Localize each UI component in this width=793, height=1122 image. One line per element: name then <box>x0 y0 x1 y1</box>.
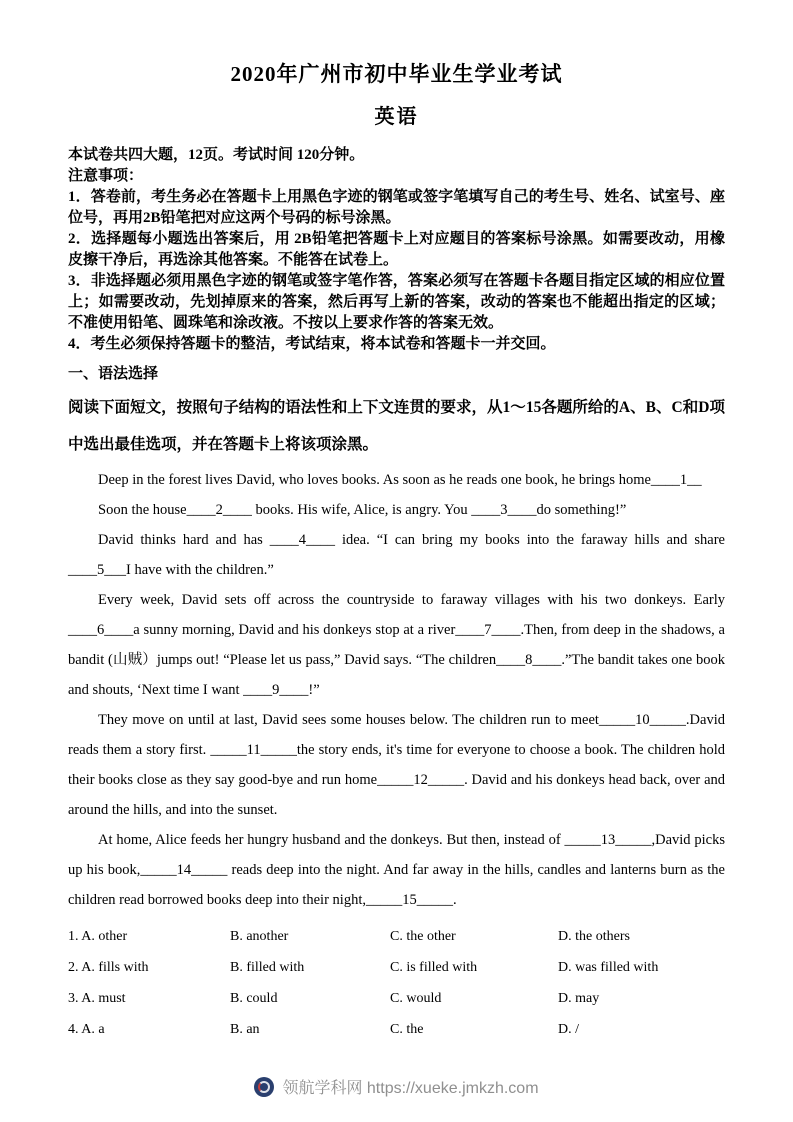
option-cell: 3. A. must <box>68 991 126 1006</box>
section-title: 一、语法选择 <box>68 366 159 382</box>
xueke-site-logo-icon <box>254 1077 274 1097</box>
option-cell: B. could <box>230 991 278 1006</box>
option-cell: 2. A. fills with <box>68 960 149 975</box>
option-cell: D. the others <box>558 929 630 944</box>
option-cell: C. would <box>390 991 442 1006</box>
passage-paragraph: At home, Alice feeds her hungry husband and the donkeys. But then, instead of _____13_____,David picks up his book,_____14_____ reads deep into the night. And far away in the hills, candles and lanterns burn as the children read borrowed books deep into their night,_____15_____. <box>68 832 725 908</box>
notice-item: 2．选择题每小题选出答案后，用 2B铅笔把答题卡上对应题目的答案标号涂黑。如需要改动，用橡皮擦干净后，再选涂其他答案。不能答在试卷上。 <box>68 231 725 268</box>
option-cell: B. another <box>230 929 289 944</box>
notice-item: 4．考生必须保持答题卡的整洁，考试结束，将本试卷和答题卡一并交回。 <box>68 336 556 352</box>
cloze-passage <box>68 465 725 915</box>
footer <box>0 1075 793 1098</box>
passage-paragraph: Every week, David sets off across the countryside to faraway villages with his two donkeys. Early ____6____a sunny morning, David and his donkeys stop at a river____7____.Then, from deep in the shadows, a bandit (山贼）jumps out! “Please let us pass,” David says. “The children____8____.”The bandit takes one book and shouts, ‘Next time I want ____9____!” <box>68 592 725 698</box>
option-cell: C. the other <box>390 929 456 944</box>
option-cell: D. / <box>558 1022 579 1037</box>
option-cell: D. was filled with <box>558 960 659 975</box>
page-title: 2020年广州市初中毕业生学业考试 <box>230 62 563 86</box>
passage-paragraph: Soon the house____2____ books. His wife, Alice, is angry. You ____3____do something!” <box>98 502 627 518</box>
notice-summary: 本试卷共四大题，12页。考试时间 120分钟。 <box>68 147 365 163</box>
passage-paragraph: They move on until at last, David sees some houses below. The children run to meet_____10_____.David reads them a story first. _____11_____the story ends, it's time for everyone to choose a book. The children hold their books close as they say good-bye and run home_____12_____. David and his donkeys head back, over and around the hills, and into the sunset. <box>68 712 725 818</box>
passage-paragraph: Deep in the forest lives David, who loves books. As soon as he reads one book, he brings home____1__ <box>98 472 702 488</box>
option-cell: B. an <box>230 1022 260 1037</box>
footer-site-text: 领航学科网 https://xueke.jmkzh.com <box>282 1080 539 1097</box>
section-instructions: 阅读下面短文，按照句子结构的语法性和上下文连贯的要求，从1～15各题所给的A、B、C和D项中选出最佳选项，并在答题卡上将该项涂黑。 <box>68 399 725 453</box>
options-row <box>68 921 725 952</box>
options-row <box>68 983 725 1014</box>
options-row <box>68 952 725 983</box>
option-cell: C. is filled with <box>390 960 478 975</box>
option-cell: B. filled with <box>230 960 305 975</box>
options-row <box>68 1014 725 1045</box>
answer-options <box>68 921 725 1045</box>
notice-item: 3．非选择题必须用黑色字迹的钢笔或签字笔作答，答案必须写在答题卡各题目指定区域的相应位置上；如需要改动，先划掉原来的答案，然后再写上新的答案，改动的答案也不能超出指定的区域；不准使用铅笔、圆珠笔和涂改液。不按以上要求作答的答案无效。 <box>68 273 725 331</box>
option-cell: 4. A. a <box>68 1022 105 1037</box>
option-cell: D. may <box>558 991 600 1006</box>
option-cell: 1. A. other <box>68 929 128 944</box>
passage-paragraph: David thinks hard and has ____4____ idea. “I can bring my books into the faraway hills and share ____5___I have with the children.” <box>68 532 725 578</box>
exam-subject-title: 英语 <box>374 106 419 128</box>
notice-heading: 注意事项： <box>68 168 144 184</box>
exam-notice <box>68 145 725 355</box>
notice-item: 1．答卷前，考生务必在答题卡上用黑色字迹的钢笔或签字笔填写自己的考生号、姓名、试室号、座位号，再用2B铅笔把对应这两个号码的标号涂黑。 <box>68 189 725 226</box>
option-cell: C. the <box>390 1022 424 1037</box>
